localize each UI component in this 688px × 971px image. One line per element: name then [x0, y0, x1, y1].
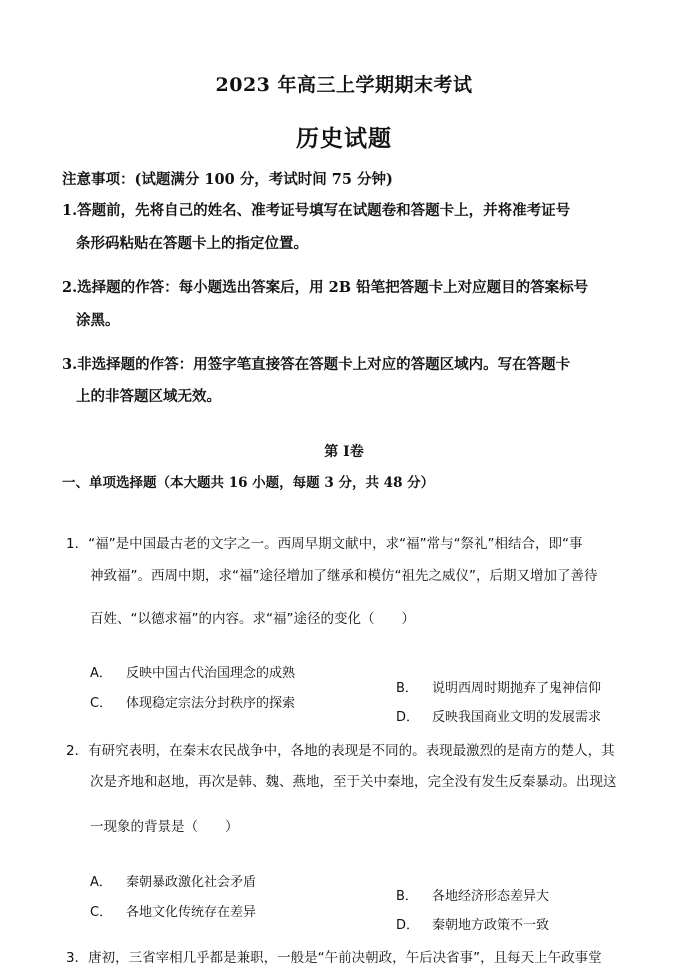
notice-item-1-line1: 1.答题前，先将自己的姓名、准考证号填写在试题卷和答题卡上，并将准考证号 [62, 202, 571, 219]
option-text: 各地经济形态差异大 [432, 889, 550, 904]
question-2-line-2: 次是齐地和赵地，再次是韩、魏、燕地，至于关中秦地，完全没有发生反秦暴动。出现这 [90, 774, 617, 790]
section-title: 第 I卷 [324, 444, 364, 460]
option-label: B． [396, 681, 418, 696]
option-label: D． [396, 710, 420, 725]
option-text: 反映我国商业文明的发展需求 [432, 710, 602, 725]
question-2-option-c[interactable] [90, 901, 256, 920]
question-2-line-3: 一现象的背景是（ ） [90, 819, 239, 835]
notice-item-3-line2: 上的非答题区域无效。 [76, 388, 221, 405]
option-label: C． [90, 696, 113, 711]
question-1-option-d[interactable] [396, 706, 601, 725]
question-2-option-d[interactable] [396, 914, 549, 933]
option-text: 秦朝暴政激化社会矛盾 [126, 875, 257, 890]
option-text: 秦朝地方政策不一致 [432, 918, 550, 933]
question-2-option-b[interactable] [396, 885, 549, 904]
notice-item-2-line1: 2.选择题的作答：每小题选出答案后，用 2B 铅笔把答题卡上对应题目的答案标号 [62, 279, 589, 296]
option-label: A． [90, 666, 112, 681]
option-text: 说明西周时期抛弃了鬼神信仰 [432, 681, 602, 696]
notice-item-2-line2: 涂黑。 [76, 312, 120, 329]
subject-title: 历史试题 [296, 125, 392, 152]
option-text: 反映中国古代治国理念的成熟 [126, 666, 296, 681]
question-3-line-1: 3．唐初，三省宰相几乎都是兼职，一般是“午前决朝政，午后决省事”，且每天上午政事堂 [66, 950, 602, 966]
option-label: A． [90, 875, 112, 890]
option-label: D． [396, 918, 420, 933]
option-label: C． [90, 905, 113, 920]
question-1-option-c[interactable] [90, 692, 295, 711]
question-2-option-a[interactable] [90, 871, 256, 890]
exam-title: 2023 年高三上学期期末考试 [215, 74, 473, 96]
question-1-line-1: 1．“福”是中国最古老的文字之一。西周早期文献中，求“福”常与“祭礼”相结合，即“事 [66, 536, 583, 552]
question-2-line-1: 2．有研究表明，在秦末农民战争中，各地的表现是不同的。表现最激烈的是南方的楚人，其 [66, 743, 615, 759]
part-heading: 一、单项选择题（本大题共 16 小题，每题 3 分，共 48 分） [62, 475, 435, 491]
notice-item-1-line2: 条形码粘贴在答题卡上的指定位置。 [76, 235, 308, 252]
notice-item-3-line1: 3.非选择题的作答：用签字笔直接答在答题卡上对应的答题区域内。写在答题卡 [62, 356, 571, 373]
notice-heading: 注意事项：(试题满分 100 分，考试时间 75 分钟) [62, 171, 393, 188]
option-text: 各地文化传统存在差异 [126, 905, 257, 920]
question-1-line-3: 百姓、“以德求福”的内容。求“福”途径的变化（ ） [90, 611, 415, 627]
option-label: B． [396, 889, 418, 904]
question-1-option-b[interactable] [396, 677, 601, 696]
question-1-option-a[interactable] [90, 662, 295, 681]
option-text: 体现稳定宗法分封秩序的探索 [126, 696, 296, 711]
question-1-line-2: 神致福”。西周中期，求“福”途径增加了继承和模仿“祖先之威仪”，后期又增加了善待 [90, 568, 598, 584]
